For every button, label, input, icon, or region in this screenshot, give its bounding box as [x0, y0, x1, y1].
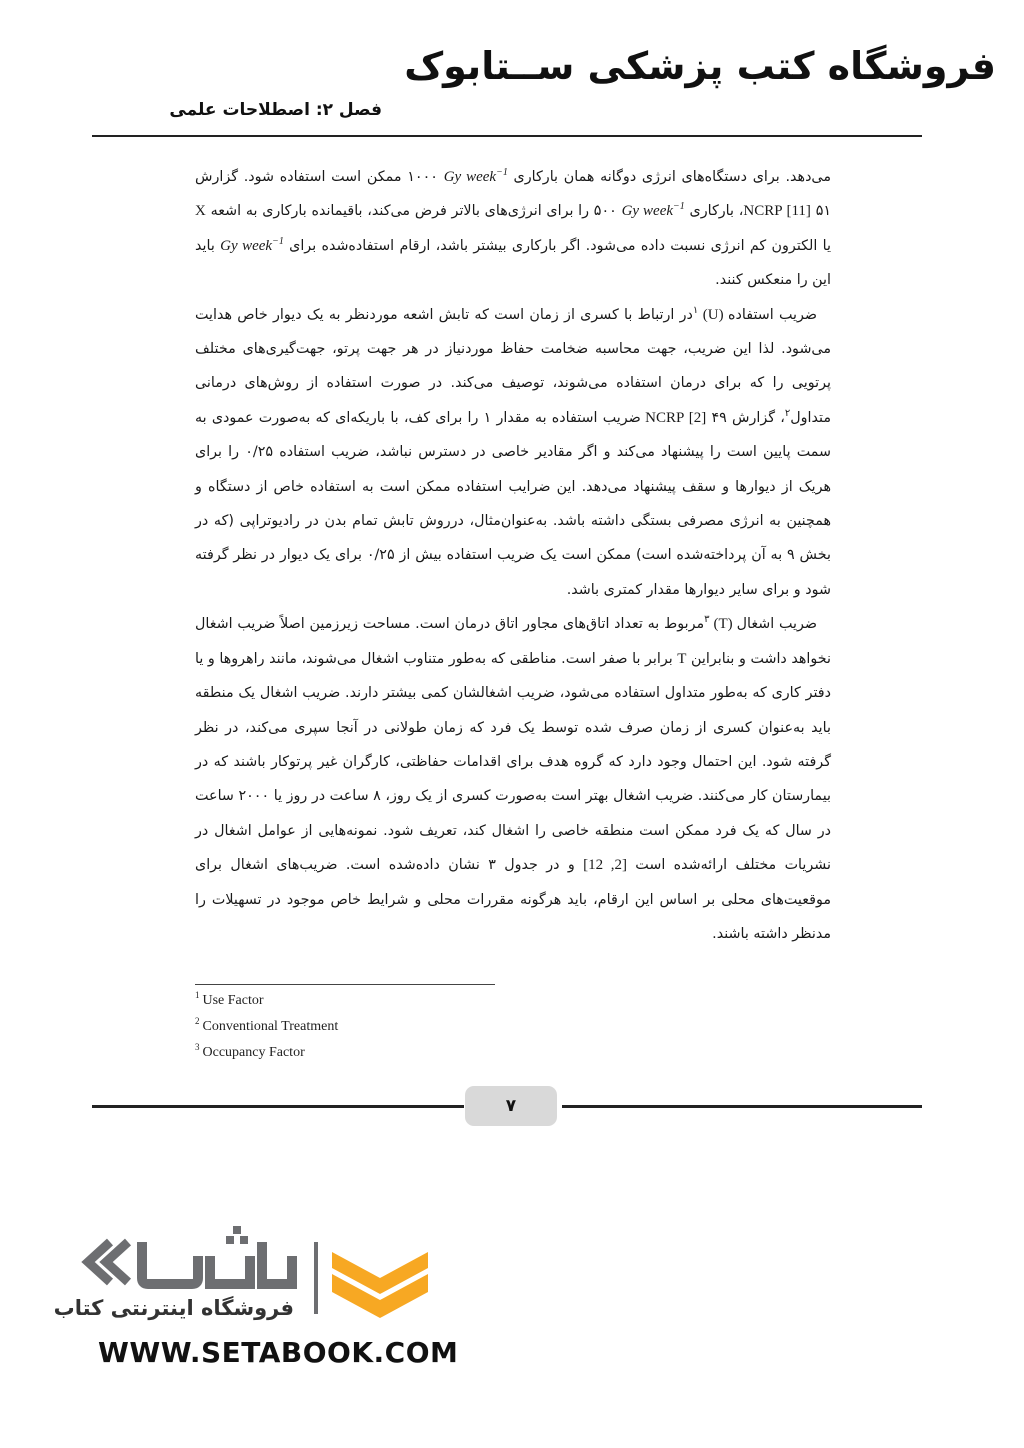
- paragraph-occupancy-factor: [195, 607, 831, 951]
- unit-exponent: −1: [673, 201, 685, 213]
- footnote-number: 3: [195, 1042, 200, 1053]
- footnote-divider: [195, 984, 495, 985]
- text-run: ۵۰۰ را برای انرژی‌های بالاتر فرض می‌کند، باقیمانده بارکاری به اشعه: [205, 203, 622, 220]
- footnote-item: [195, 1044, 338, 1070]
- text-run: ۱۰۰۰ ممکن است استفاده شود. گزارش ۵۱: [195, 169, 832, 220]
- text-run: یا الکترون کم انرژی نسبت داده می‌شود. اگر بارکاری بیشتر باشد، ارقام استفاده‌شده برای: [283, 237, 831, 254]
- text-run: در ارتباط با کسری از زمان است که تابش اشعه موردنظر به یک دیوار خاص هدایت می‌شود. لذا این ضریب، جهت محاسبه ضخامت حفاظ موردنیاز در هر جهت پرتو، جهت‌گیری‌های مختلف پرتویی را که برای درمان استفاده می‌شوند، توصیف می‌کند. در صورت استفاده از روش‌های درمانی متداول: [195, 306, 831, 426]
- text-run: ضریب استفاده به مقدار ۱ را برای کف، با باریکه‌ای که به‌صورت عمودی به سمت پایین است را پیشنهاد می‌کند و اگر مقادیر خاصی در دسترس نباشد، ضریب استفاده ۰/۲۵ را برای هریک از دیوارها و سقف پیشنهاد می‌دهد. این ضرایب استفاده ممکن است به استفاده خاص از دستگاه و همچنین به انرژی مصرفی بستگی داشته باشد. به‌عنوان‌مثال، درروش تابش تمام بدن در رادیوتراپی (که در بخش ۹ به آن پرداخته‌شده است) ممکن است یک ضریب استفاده بیش از ۰/۲۵ برای یک دیوار در نظر گرفته شود و برای سایر دیوارها مقدار کمتری باشد.: [195, 409, 831, 598]
- brand-title: فروشگاه کتب پزشکی ســتابوک: [404, 44, 996, 88]
- wordmark-stroke: [210, 1256, 250, 1284]
- footnote-number: 1: [195, 990, 200, 1001]
- footnote-marker[interactable]: ۱: [692, 304, 699, 316]
- paragraph-workload: [195, 160, 831, 298]
- logo-url[interactable]: WWW.SETABOOK.COM: [98, 1336, 459, 1369]
- main-text: [195, 160, 831, 951]
- footnote-item: [195, 992, 338, 1018]
- report-name: NCRP: [743, 203, 783, 220]
- footnote-text: Occupancy Factor: [202, 1045, 305, 1060]
- text-run: و در جدول ۳ نشان داده‌شده است. ضریب‌های اشغال برای موقعیت‌های محلی بر اساس این ارقام، باید هرگونه مقررات محلی و شرایط خاص موجود در تسهیلات را مدنظر داشته باشند.: [195, 857, 831, 942]
- footnote-number: 2: [195, 1016, 200, 1027]
- report-name: NCRP: [645, 409, 685, 426]
- unit-label: [622, 203, 685, 219]
- logo-tagline: فروشگاه اینترنتی کتاب: [53, 1296, 294, 1320]
- page-number: ۷: [465, 1086, 557, 1126]
- citation: [11]: [782, 203, 811, 220]
- unit-text: Gy week: [621, 203, 674, 220]
- chapter-title: فصل ۲: اصطلاحات علمی: [169, 100, 382, 120]
- symbol-t: T: [677, 650, 687, 667]
- footnote-text: Conventional Treatment: [202, 1019, 339, 1034]
- footnote-marker[interactable]: ۳: [704, 614, 710, 626]
- wordmark-dot: [233, 1226, 241, 1234]
- citation: [2, 12]: [583, 857, 627, 874]
- wordmark-dot: [226, 1236, 234, 1244]
- footer-rule-right: [562, 1105, 922, 1108]
- unit-text: Gy week: [220, 237, 273, 254]
- unit-label: [220, 235, 284, 254]
- footnote-marker[interactable]: ۲: [784, 408, 791, 420]
- wordmark-stroke: [262, 1242, 292, 1284]
- header-divider: [92, 135, 922, 137]
- unit-exponent: −1: [496, 167, 508, 178]
- wordmark-stroke: [142, 1242, 198, 1284]
- footnotes: [195, 992, 338, 1070]
- unit-exponent: −1: [272, 235, 284, 247]
- footnote-text: Use Factor: [202, 993, 264, 1008]
- symbol-t: (T): [709, 616, 737, 633]
- symbol-u: (U): [698, 306, 729, 323]
- term: ضریب استفاده: [728, 306, 818, 323]
- unit-text: Gy week: [443, 169, 497, 185]
- text-run: ، گزارش ۴۹: [706, 409, 785, 426]
- symbol-x: X: [195, 203, 206, 220]
- wordmark-dot: [240, 1236, 248, 1244]
- footnote-item: [195, 1018, 338, 1044]
- citation: [2]: [640, 409, 707, 426]
- text-run: می‌دهد. برای دستگاه‌های انرژی دوگانه همان بارکاری: [507, 169, 832, 185]
- term: ضریب اشغال: [736, 616, 817, 633]
- footer-rule-left: [92, 1105, 464, 1108]
- text-run: ، بارکاری: [684, 203, 744, 220]
- unit-label: [444, 169, 508, 185]
- logo-divider: [314, 1242, 318, 1314]
- text-run: برابر با صفر است. مناطقی که به‌طور متناوب اشغال می‌شوند، مانند راهروها و یا دفتر کاری که به‌طور متداول استفاده می‌شود، ضریب اشغالشان کمی بیشتر دارند. ضریب اشغال یک منطقه باید به‌عنوان کسری از زمان صرف شده توسط یک فرد که زمان طولانی در آنجا سپری می‌کند، در نظر گرفته شود. این احتمال وجود دارد که گروه هدف برای اقدامات حفاظتی، کارگران غیر پرتوکار باشند که در بیمارستان کار می‌کنند. ضریب اشغال بهتر است به‌صورت کسری از یک روز، ۸ ساعت در روز یا ۲۰۰۰ ساعت در سال که یک فرد ممکن است منطقه خاصی را اشغال کند، تعریف شود. نمونه‌هایی از عوامل اشغال در نشریات مختلف ارائه‌شده است: [195, 650, 831, 874]
- text-run: مربوط به تعداد اتاق‌های مجاور اتاق درمان است. مساحت زیرزمین اصلاً ضریب اشغال نخواهد داشت و بنابراین: [195, 616, 831, 667]
- paragraph-use-factor: [195, 298, 831, 608]
- text-run: باید این را منعکس کنند.: [195, 237, 831, 289]
